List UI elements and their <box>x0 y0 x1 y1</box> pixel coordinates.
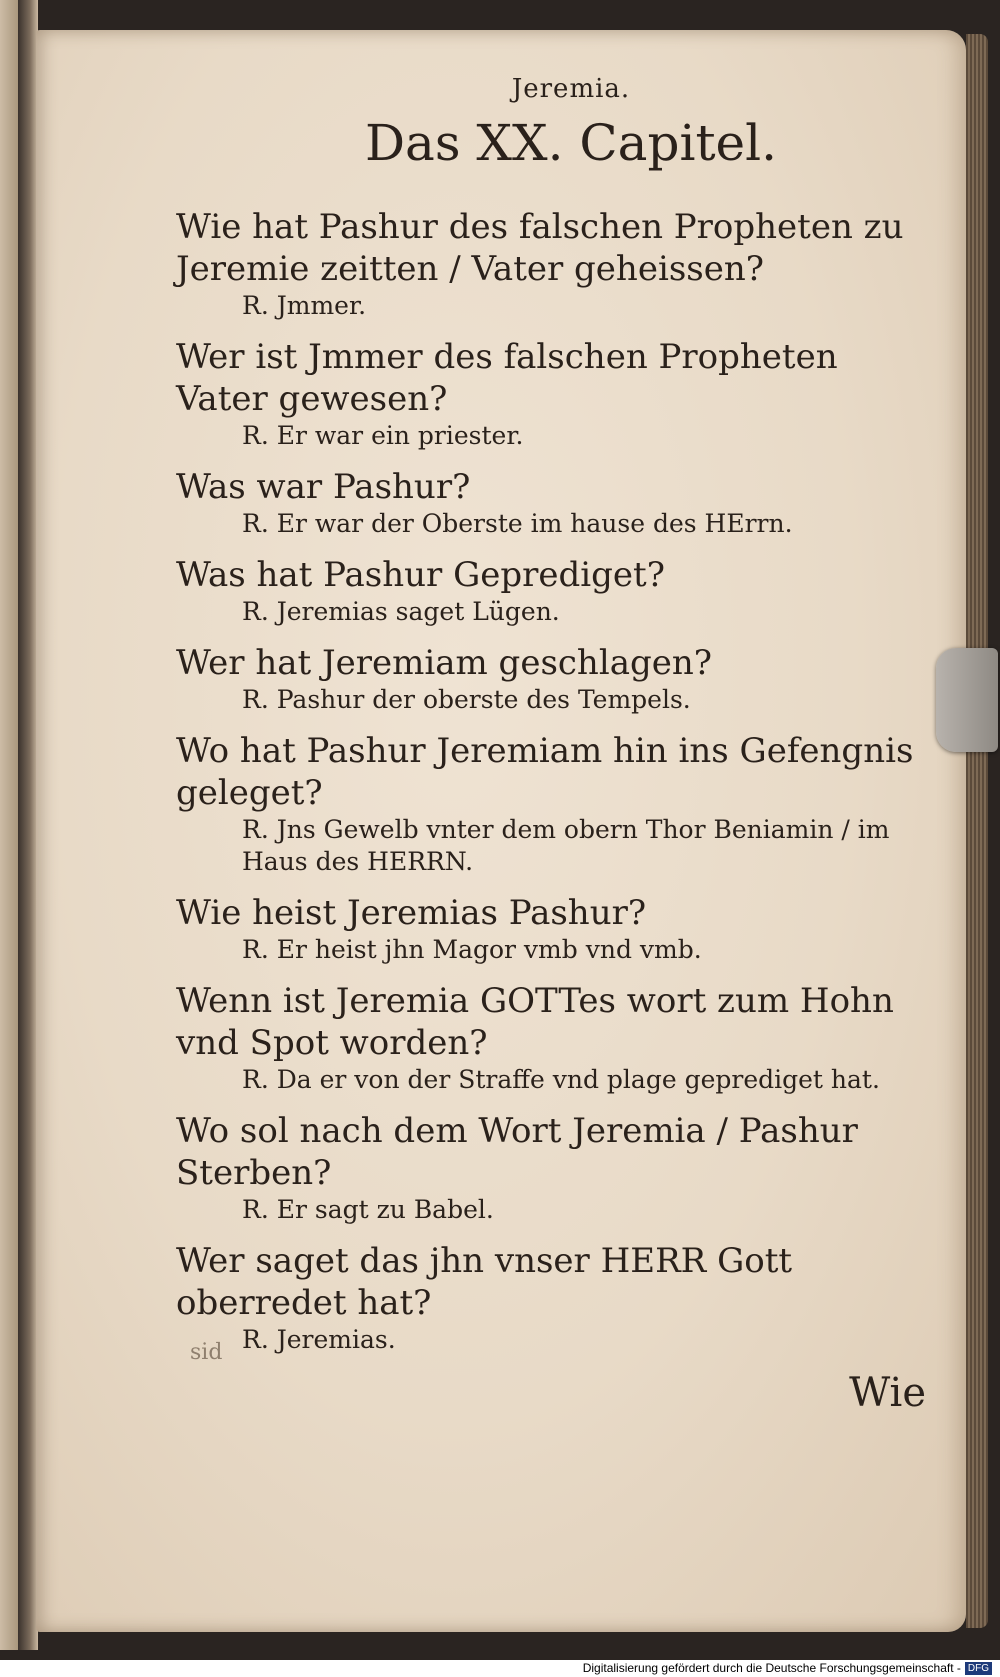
page-text <box>176 74 926 1416</box>
question-text: Wo sol nach dem Wort Jeremia / Pashur Sterben? <box>176 1111 858 1193</box>
question-text: Was war Pashur? <box>176 467 471 507</box>
answer-text: R. Jmmer. <box>242 291 367 320</box>
qa-entry <box>176 206 926 322</box>
bookmark-clip <box>936 648 998 752</box>
question-text: Wer hat Jeremiam geschlagen? <box>176 643 712 683</box>
dfg-logo-icon: DFG <box>965 1662 992 1675</box>
answer-text: R. Da er von der Straffe vnd plage geprediget hat. <box>242 1065 880 1094</box>
catchword: Wie <box>849 1370 926 1416</box>
question-text: Wie heist Jeremias Pashur? <box>176 893 647 933</box>
running-head: Jeremia. <box>511 74 631 104</box>
qa-entry <box>176 892 926 966</box>
question-text: Wer saget das jhn vnser HERR Gott oberredet hat? <box>176 1241 793 1323</box>
question-text: Wo hat Pashur Jeremiam hin ins Gefengnis geleget? <box>176 731 914 813</box>
facing-page-edge <box>0 0 20 1650</box>
answer-text: R. Pashur der oberste des Tempels. <box>242 685 691 714</box>
signature-mark: sid <box>190 1340 223 1365</box>
answer-text: R. Er war der Oberste im hause des HErrn. <box>242 509 793 538</box>
question-text: Wer ist Jmmer des falschen Propheten Vater gewesen? <box>176 337 838 419</box>
question-text: Wenn ist Jeremia GOTTes wort zum Hohn vnd Spot worden? <box>176 981 894 1063</box>
answer-text: R. Jns Gewelb vnter dem obern Thor Beniamin / im Haus des HERRN. <box>242 815 890 876</box>
qa-entry <box>176 730 926 878</box>
qa-entry <box>176 1110 926 1226</box>
answer-text: R. Jeremias saget Lügen. <box>242 597 560 626</box>
chapter-title: Das XX. Capitel. <box>364 114 778 172</box>
qa-entry <box>176 554 926 628</box>
qa-entry <box>176 980 926 1096</box>
page-block-edge <box>966 34 988 1628</box>
footer-credit-text: Digitalisierung gefördert durch die Deutsche Forschungsgemeinschaft - <box>582 1661 961 1675</box>
answer-text: R. Er war ein priester. <box>242 421 524 450</box>
footer-credit <box>583 1660 992 1677</box>
answer-text: R. Jeremias. <box>242 1325 396 1354</box>
qa-entry <box>176 1240 926 1356</box>
qa-entry <box>176 336 926 452</box>
answer-text: R. Er sagt zu Babel. <box>242 1195 494 1224</box>
answer-text: R. Er heist jhn Magor vmb vnd vmb. <box>242 935 702 964</box>
qa-entry <box>176 642 926 716</box>
question-text: Wie hat Pashur des falschen Propheten zu Jeremie zeitten / Vater geheissen? <box>176 207 904 289</box>
qa-entry <box>176 466 926 540</box>
book-gutter <box>18 0 38 1650</box>
question-text: Was hat Pashur Geprediget? <box>176 555 665 595</box>
